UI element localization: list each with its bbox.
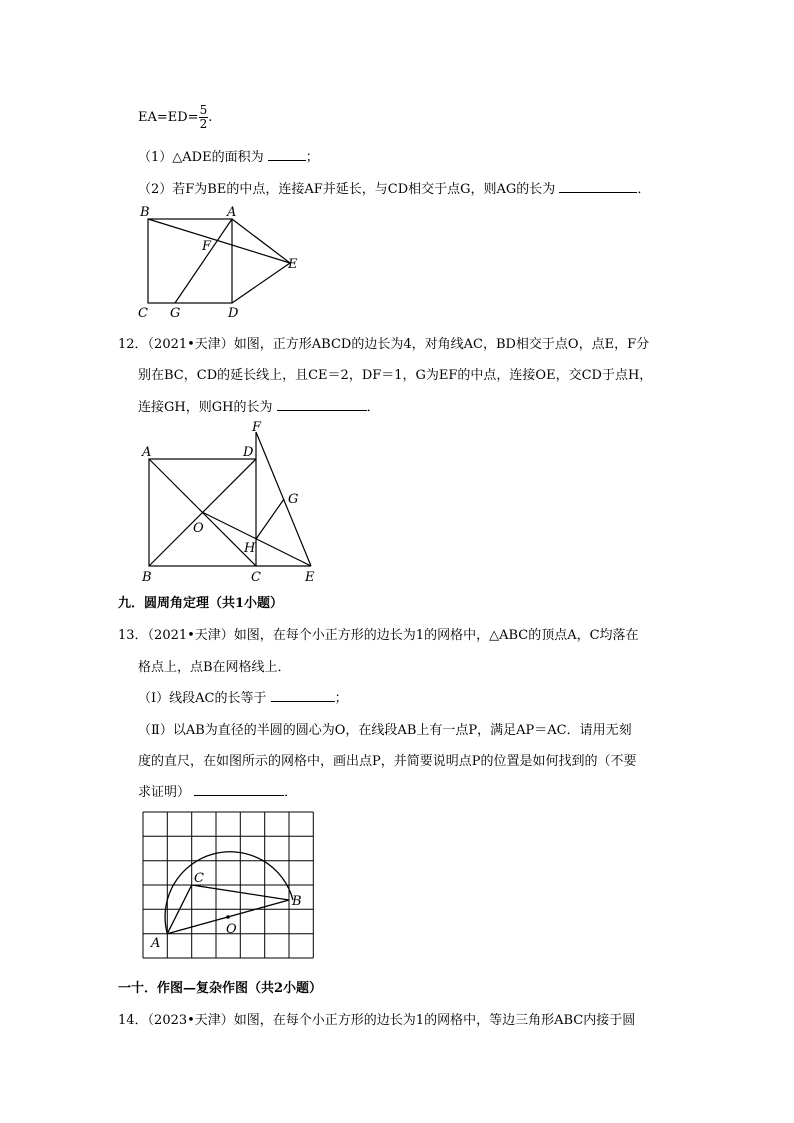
q11-part1-text: （1）△ADE的面积为 — [138, 150, 264, 165]
label-c-q12: C — [251, 570, 261, 585]
q11-part2-text: （2）若F为BE的中点，连接AF并延长，与CD相交于点G，则AG的长为 — [138, 182, 556, 197]
label-g-q12: G — [288, 492, 299, 507]
label-b-q13: B — [292, 894, 302, 909]
q11-part2-end: ． — [637, 182, 651, 197]
q12-line1: 12．（2021•天津）如图，正方形ABCD的边长为4，对角线AC，BD相交于点O，点E，F分 — [118, 337, 650, 352]
fraction-denominator: 2 — [199, 117, 208, 131]
label-g: G — [170, 306, 181, 321]
q11-frac-suffix: . — [208, 110, 213, 125]
q11-part1-end: ； — [305, 150, 319, 165]
label-f: F — [202, 239, 212, 254]
label-b: B — [140, 205, 150, 220]
label-d-q12: D — [243, 445, 254, 460]
label-a-q13: A — [151, 936, 161, 951]
q13-part1-text: （Ⅰ）线段AC的长等于 — [138, 691, 267, 706]
section-heading-10: 一十．作图—复杂作图（共2小题） — [118, 981, 323, 996]
q12-line3-text: 连接GH，则GH的长为 — [138, 400, 273, 415]
label-c: C — [138, 306, 148, 321]
q13-part2-line2: 度的直尺，在如图所示的网格中，画出点P，并简要说明点P的位置是如何找到的（不要 — [138, 754, 637, 769]
label-o-q12: O — [193, 521, 204, 536]
label-d: D — [228, 306, 239, 321]
center-point-o — [226, 915, 230, 919]
q13-part1-end: ； — [334, 691, 348, 706]
label-e-q12: E — [305, 570, 315, 585]
label-f-q12: F — [252, 420, 262, 435]
q13-line1: 13．（2021•天津）如图，在每个小正方形的边长为1的网格中，△ABC的顶点A，C均落在 — [118, 628, 639, 643]
section-heading-9: 九．圆周角定理（共1小题） — [118, 596, 284, 611]
q13-line2: 格点上，点B在网格线上． — [138, 660, 291, 675]
label-a-q12: A — [142, 445, 152, 460]
q12-line3-end: ． — [366, 400, 380, 415]
label-e: E — [288, 257, 298, 272]
fraction-numerator: 5 — [199, 103, 208, 117]
q13-part2-line3-text: 求证明） — [138, 785, 191, 800]
label-a: A — [227, 205, 237, 220]
q13-part2-line1: （Ⅱ）以AB为直径的半圆的圆心为O，在线段AB上有一点P，满足AP＝AC．请用无刻 — [138, 723, 632, 738]
label-h-q12: H — [244, 541, 256, 556]
label-o-q13: O — [226, 922, 237, 937]
label-c-q13: C — [194, 871, 204, 886]
q12-line2: 别在BC，CD的延长线上，且CE＝2，DF＝1，G为EF的中点，连接OE，交CD于点H， — [138, 368, 653, 383]
q14-line1: 14．（2023•天津）如图，在每个小正方形的边长为1的网格中，等边三角形ABC内接于圆 — [118, 1013, 636, 1028]
q13-part2-end: ． — [284, 785, 298, 800]
label-b-q12: B — [142, 570, 152, 585]
q11-frac-prefix: EA=ED= — [138, 110, 199, 125]
